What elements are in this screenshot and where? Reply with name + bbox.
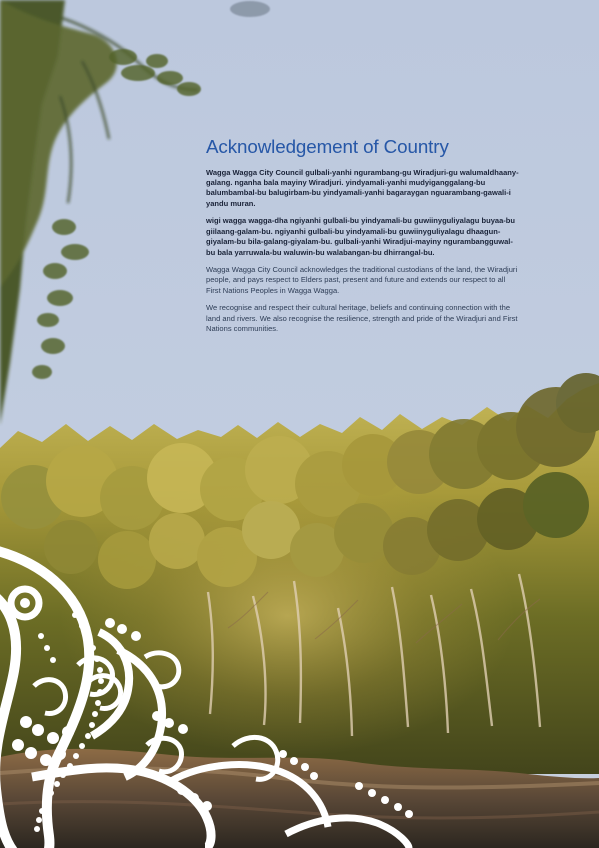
acknowledgement-content [206, 137, 520, 341]
english-acknowledgement-paragraph: Wagga Wagga City Council acknowledges the traditional custodians of the land, the Wiradjuri people, and pays respect to Elders past, present and future and extends our respect to all First Nations Peoples in Wagga Wagga. [206, 264, 518, 295]
page-title: Acknowledgement of Country [206, 136, 449, 157]
wiradjuri-paragraph-1: Wagga Wagga City Council gulbali-yanhi ngurambang-gu Wiradjuri-gu walumaldhaany-galang. nganha bala mayiny Wiradjuri. yindyamali-yanhi mudyiganggalang-bu balumbambal-bu balugirbam-bu yindyamali-yanhi bagaraygan nguarambang-gawali-i yandu muran. [206, 167, 519, 208]
english-recognition-paragraph: We recognise and respect their cultural heritage, beliefs and continuing connection with the land and rivers. We also recognise the resilience, strength and pride of the Wiradjuri and First Nations communities. [206, 303, 518, 333]
wiradjuri-paragraph-2: wigi wagga wagga-dha ngiyanhi gulbali-bu yindyamali-bu guwiinyguliyalagu buyaa-bu giilaang-galam-bu. ngiyanhi gulbali-bu yindyamali-bu guwiinyguliyalagu dhaagun-giyalam-bu bila-galang-giyalam-bu. gulbali-yanhi Wiradjui-mayiny ngurambangguwal-bu bala yarruwala-bu waluwin-bu walabangan-bu dhirrangal-bu. [206, 216, 516, 257]
